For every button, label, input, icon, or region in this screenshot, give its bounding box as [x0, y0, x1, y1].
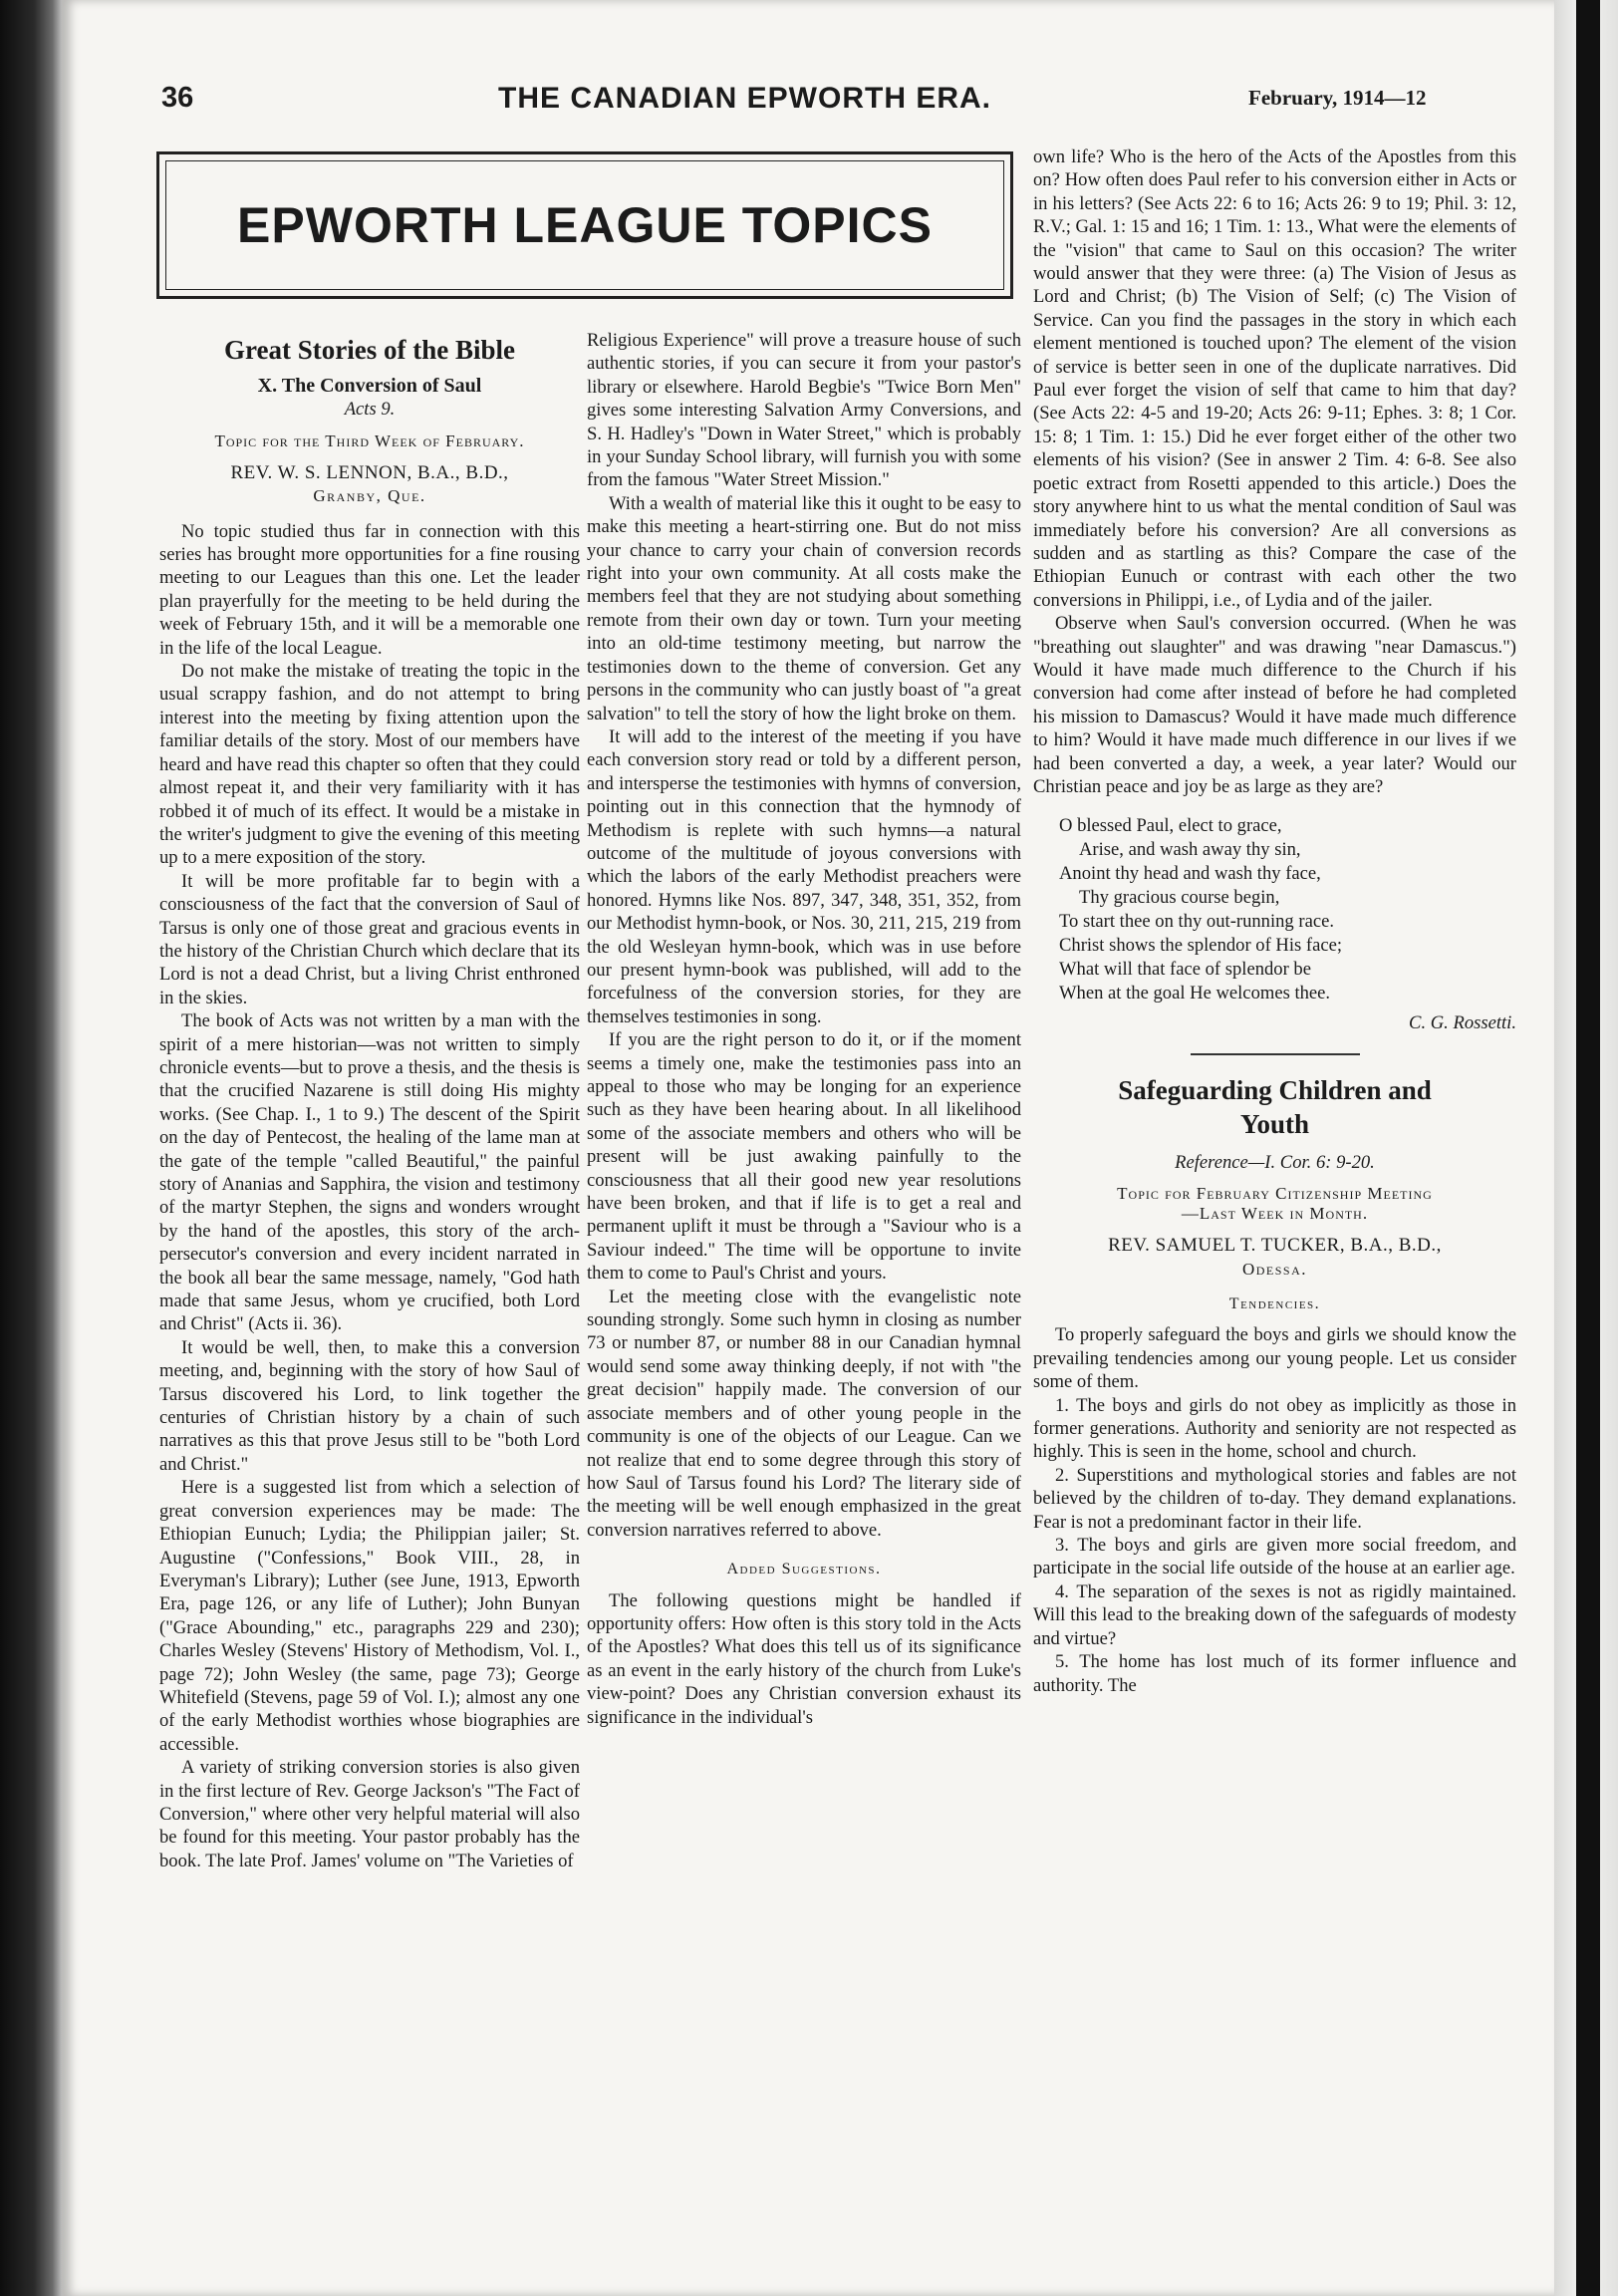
magazine-title: THE CANADIAN EPWORTH ERA. — [498, 82, 991, 115]
paragraph: 2. Superstitions and mythological stories and fables are not believed by the children of to-day. They demand explanations. Fear is not a predominant factor in their life. — [1033, 1464, 1516, 1533]
banner-title: EPWORTH LEAGUE TOPICS — [237, 197, 933, 253]
scripture-reference: Acts 9. — [344, 399, 396, 421]
paragraph: 4. The separation of the sexes is not as rigidly maintained. Will this lead to the breaking down of the safeguards of modesty and virtue? — [1033, 1580, 1516, 1649]
banner-inner-frame — [165, 160, 1004, 290]
poem-line: To start thee on thy out-running race. — [1059, 911, 1334, 933]
paragraph: If you are the right person to do it, or if the moment seems a timely one, make the testimonies pass into an appeal to those who may be longing for an experience such as they have been hearing about. In all likelihood some of the associate members and others who will be present will be just awaking painfully to the consciousness that all their good new year resolutions have been broken, and that if life is to get a real and permanent uplift it must be through a "Saviour who is a Saviour indeed." The time will be opportune to invite them to come to Paul's Christ and yours. — [587, 1029, 1021, 1285]
paragraph: A variety of striking conversion stories is also given in the first lecture of Rev. George Jackson's "The Fact of Conversion," where other very helpful material will also be found for this meeting. Your pastor probably has the book. The late Prof. James' volume on "The Varieties of — [159, 1757, 580, 1871]
poem-line: When at the goal He welcomes thee. — [1059, 983, 1331, 1004]
poem — [1059, 814, 1516, 1005]
paragraph: Observe when Saul's conversion occurred. (When he was "breathing out slaughter" and was drawing "near Damascus.") Would it have made much difference to the Church if his conversion had come after instead of before he had completed his mission to Damascus? Would it have made much difference to him? Would it have made much difference in our lives if we had been converted a day, a week, a year later? Would our Christian peace and joy be as large as they are? — [1033, 613, 1516, 797]
paragraph: The following questions might be handled if opportunity offers: How often is this story told in the Acts of the Apostles? What does this tell us of its significance as an event in the early history of the church from Luke's view-point? Does any Christian conversion exhaust its significance in the individual's — [587, 1589, 1021, 1728]
paragraph: 3. The boys and girls are given more social freedom, and participate in the social life outside of the house at an earlier age. — [1033, 1535, 1516, 1579]
paragraph: Here is a suggested list from which a selection of great conversion experiences may be made: The Ethiopian Eunuch; Lydia; the Philippian jailer; St. Augustine ("Confessions," Book VIII., 28, in Everyman's Library); Luther (see June, 1913, Epworth Era, page 126, or any life of Luther); John Bunyan ("Grace Abounding," etc., paragraphs 229 and 230); Charles Wesley (Stevens' History of Methodism, Vol. I., page 72); John Wesley (the same, page 73); George Whitefield (Stevens, page 59 of Vol. I.); almost any one of the early Methodist worthies whose biographies are accessible. — [159, 1477, 580, 1755]
topic-line: Topic for the Third Week of February. — [214, 430, 525, 450]
paragraph: Let the meeting close with the evangelistic note sounding strongly. Some such hymn in closing as number 73 or number 87, or number 88 in our Canadian hymnal would send some away thinking deeply, if not with "the great decision" happily made. The conversion of our associate members and of other young people in the community is one of the objects of our League. Can we not realize that end to some degree through this story of how Saul of Tarsus found his Lord? The literary side of the meeting will be well enough emphasized in the great conversion narratives referred to above. — [587, 1286, 1021, 1541]
paragraph: 1. The boys and girls do not obey as implicitly as those in former generations. Authority and seniority are not respected as highly. This is seen in the home, school and church. — [1033, 1394, 1516, 1463]
column-3 — [1033, 145, 1516, 1697]
article-title — [1033, 1073, 1516, 1141]
poem-credit: C. G. Rossetti. — [1409, 1012, 1516, 1034]
scripture-reference: Reference—I. Cor. 6: 9-20. — [1175, 1151, 1375, 1173]
paragraph: It would be well, then, to make this a conversion meeting, and, beginning with the story of how Saul of Tarsus discovered his Lord, to link together the centuries of Christian history by a chain of such narratives as this that prove Jesus still to be "both Lord and Christ." — [159, 1336, 580, 1475]
poem-line: O blessed Paul, elect to grace, — [1059, 815, 1282, 837]
column-2 — [587, 329, 1021, 1729]
section-heading: Tendencies. — [1228, 1295, 1321, 1312]
scan-binding-edge — [0, 0, 62, 2296]
paragraph: own life? Who is the hero of the Acts of the Apostles from this on? How often does Paul refer to his conversion either in Acts or in his letters? (See Acts 22: 6 to 16; Acts 26: 9 to 19; Phil. 3: 12, R.V.; Gal. 1: 15 and 16; 1 Tim. 1: 13., What were the elements of the "vision" that came to Saul on this occasion? The writer would answer that they were three: (a) The Vision of Jesus as Lord and Christ; (b) The Vision of Self; (c) The Vision of Service. Can you find the passages in the story in which each element mentioned is touched upon? The element of the vision of service is better seen in one of the duplicate narratives. Did Paul ever forget the vision of self that came to him that day? (See Acts 22: 4-5 and 19-20; Acts 26: 9-11; Ephes. 3: 8; 1 Cor. 15: 8; 1 Tim. 1: 15.) Did he ever forget either of the other two elements of his vision? (See in answer 2 Tim. 4: 6-8. See also poetic extract from Rosetti appended to this article.) Does the story anywhere hint to us what the mental condition of Saul was immediately before his conversion? Are all conversions as sudden and as startling as this? Compare the case of the Ethiopian Eunuch or contrast with each other the two conversions in Philippi, i.e., of Lydia and of the jailer. — [1033, 146, 1516, 611]
title-line: Youth — [1239, 1108, 1310, 1139]
author-place: Granby, Que. — [313, 486, 426, 506]
topic-line-part: Topic for February Citizenship Meeting — [1117, 1184, 1433, 1204]
magazine-page — [62, 0, 1554, 2296]
paragraph: It will be more profitable far to begin with a consciousness of the fact that the conversion of Saul of Tarsus is only one of those great and gracious events in the history of the Christian Church which declare that its Lord is not a dead Christ, but a living Christ enthroned in the skies. — [159, 870, 580, 1008]
scan-dark-band — [1576, 0, 1600, 2296]
running-header — [62, 82, 1554, 122]
divider-rule — [1191, 1053, 1360, 1055]
section-banner — [156, 151, 1013, 299]
page-number: 36 — [161, 82, 194, 114]
poem-line: What will that face of splendor be — [1059, 959, 1311, 981]
poem-line: Thy gracious course begin, — [1079, 887, 1280, 909]
scan-right-edge — [1554, 0, 1618, 2296]
article-subtitle: X. The Conversion of Saul — [257, 375, 482, 397]
paragraph: Do not make the mistake of treating the topic in the usual scrappy fashion, and do not attempt to bring interest into the meeting by fixing attention upon the familiar details of the story. Most of our members have heard and have read this chapter so often that they could almost repeat it, and their very familiarity with it has robbed it of much of its effect. It would be a mistake in the writer's judgment to give the evening of this meeting up to a mere exposition of the story. — [159, 661, 580, 869]
paragraph: No topic studied thus far in connection with this series has brought more opportunities for a fine rousing meeting to our Leagues than this one. Let the leader plan prayerfully for the meeting to be held during the week of February 15th, and it will be a memorable one in the life of the local League. — [159, 520, 580, 659]
poem-line: Christ shows the splendor of His face; — [1059, 935, 1343, 957]
author-name: REV. W. S. LENNON, B.A., B.D., — [230, 461, 509, 483]
paragraph: To properly safeguard the boys and girls we should know the prevailing tendencies among our young people. Let us consider some of them. — [1033, 1324, 1516, 1393]
paragraph: With a wealth of material like this it ought to be easy to make this meeting a heart-stirring one. But do not miss your chance to carry your chain of conversion records right into your own community. At all costs make the members feel that they are not studying about something remote from their own day or town. Turn your meeting into an old-time testimony meeting, but narrow the testimonies down to the theme of conversion. Get any persons in the community who can justly boast of "a great salvation" to tell the story of how the light broke on them. — [587, 492, 1021, 724]
paragraph: It will add to the interest of the meeting if you have each conversion story read or told by a different person, and intersperse the testimonies with hymns of conversion, pointing out in this connection that the hymnody of Methodism is replete with such hymns—a natural outcome of the multitude of joyous conversions with which the labors of the early Methodist preachers were honored. Hymns like Nos. 897, 347, 348, 351, 352, from our Methodist hymn-book, or Nos. 30, 211, 215, 219 from the old Wesleyan hymn-book, which was in use before our present hymn-book was published, will add to the forcefulness of the conversion stories, for they are themselves testimonies in song. — [587, 725, 1021, 1027]
column-1 — [159, 329, 580, 1872]
author-place: Odessa. — [1241, 1259, 1308, 1279]
author-name: REV. SAMUEL T. TUCKER, B.A., B.D., — [1108, 1235, 1442, 1257]
title-line: Safeguarding Children and — [1118, 1074, 1432, 1105]
topic-line — [1033, 1184, 1516, 1224]
paragraph: The book of Acts was not written by a man with the spirit of a mere historian—was not written to simply chronicle events—but to prove a thesis, and the thesis is that the crucified Nazarene is still doing His mighty works. (See Chap. I., 1 to 9.) The descent of the Spirit on the day of Pentecost, the healing of the lame man at the gate of the temple "called Beautiful," the painful story of Ananias and Sapphira, the vision and testimony of the martyr Stephen, the signs and wonders wrought by the hand of the apostles, this story of the arch-persecutor's conversion and every incident narrated in the book all bear the same message, namely, "God hath made that same Jesus, whom ye crucified, both Lord and Christ" (Acts ii. 36). — [159, 1010, 580, 1335]
paragraph: Religious Experience" will prove a treasure house of such authentic stories, if you can secure it from your pastor's library or elsewhere. Harold Begbie's "Twice Born Men" gives some interesting Salvation Army Conversions, and S. H. Hadley's "Down in Water Street," which is probably in your Sunday School library, will furnish you with some from the famous "Water Street Mission." — [587, 330, 1021, 491]
poem-line: Anoint thy head and wash thy face, — [1059, 863, 1321, 885]
issue-date: February, 1914—12 — [1248, 86, 1427, 110]
paragraph: 5. The home has lost much of its former influence and authority. The — [1033, 1651, 1516, 1696]
topic-line-part: —Last Week in Month. — [1181, 1204, 1369, 1224]
section-heading: Added Suggestions. — [726, 1561, 882, 1578]
poem-line: Arise, and wash away thy sin, — [1079, 839, 1301, 861]
article-title: Great Stories of the Bible — [224, 335, 515, 365]
